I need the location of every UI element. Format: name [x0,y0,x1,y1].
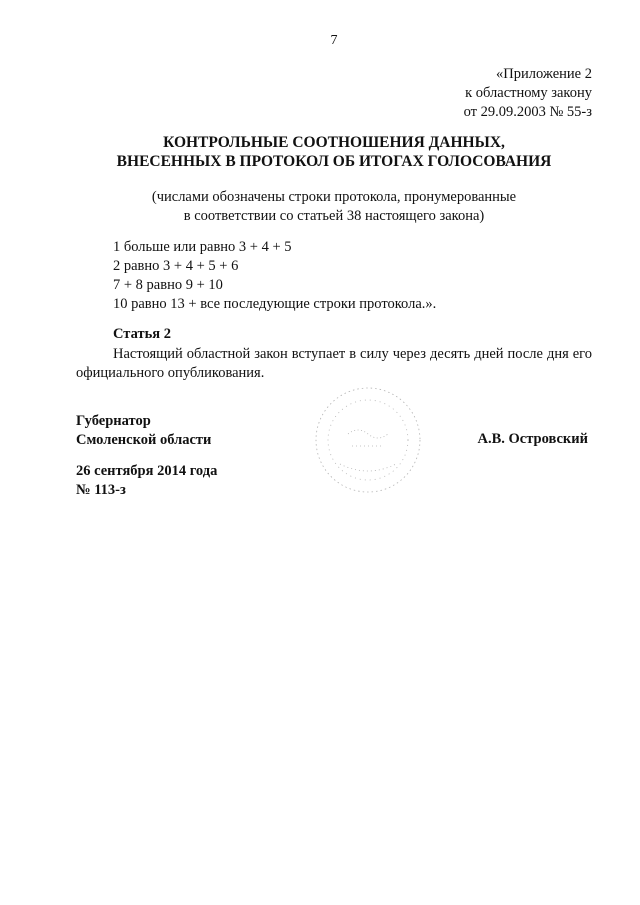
law-number: № 113-з [76,482,126,498]
formula-line: 10 равно 13 + все последующие строки протокола.». [113,296,437,312]
article-heading: Статья 2 [113,326,171,342]
appendix-line-3: от 29.09.2003 № 55-з [463,104,592,120]
article-text: Настоящий областной закон вступает в силу через десять дней после дня его официального опубликования. [76,346,592,381]
signatory-title-line-1: Губернатор [76,413,151,429]
subtitle-line-1: (числами обозначены строки протокола, пронумерованные [151,189,517,205]
signatory-title-line-2: Смоленской области [76,432,212,448]
subtitle-line-2: в соответствии со статьей 38 настоящего закона) [183,208,485,224]
formula-line: 7 + 8 равно 9 + 10 [113,277,223,293]
law-date: 26 сентября 2014 года [76,463,218,479]
official-seal-stamp [300,368,430,508]
document-subtitle [0,188,640,226]
signatory-title [76,412,211,450]
appendix-line-2: к областному закону [465,85,592,101]
formula-line: 1 больше или равно 3 + 4 + 5 [113,239,292,255]
appendix-line-1: «Приложение 2 [496,66,592,82]
formula-line: 2 равно 3 + 4 + 5 + 6 [113,258,239,274]
page-number: 7 [330,33,338,48]
control-formulas [113,238,436,314]
signatory-name: А.В. Островский [477,431,588,447]
document-title [0,133,640,171]
appendix-reference [464,65,592,122]
law-date-number [76,462,217,500]
title-line-1: КОНТРОЛЬНЫЕ СООТНОШЕНИЯ ДАННЫХ, [163,134,505,151]
title-line-2: ВНЕСЕННЫХ В ПРОТОКОЛ ОБ ИТОГАХ ГОЛОСОВАНИЯ [116,153,552,170]
